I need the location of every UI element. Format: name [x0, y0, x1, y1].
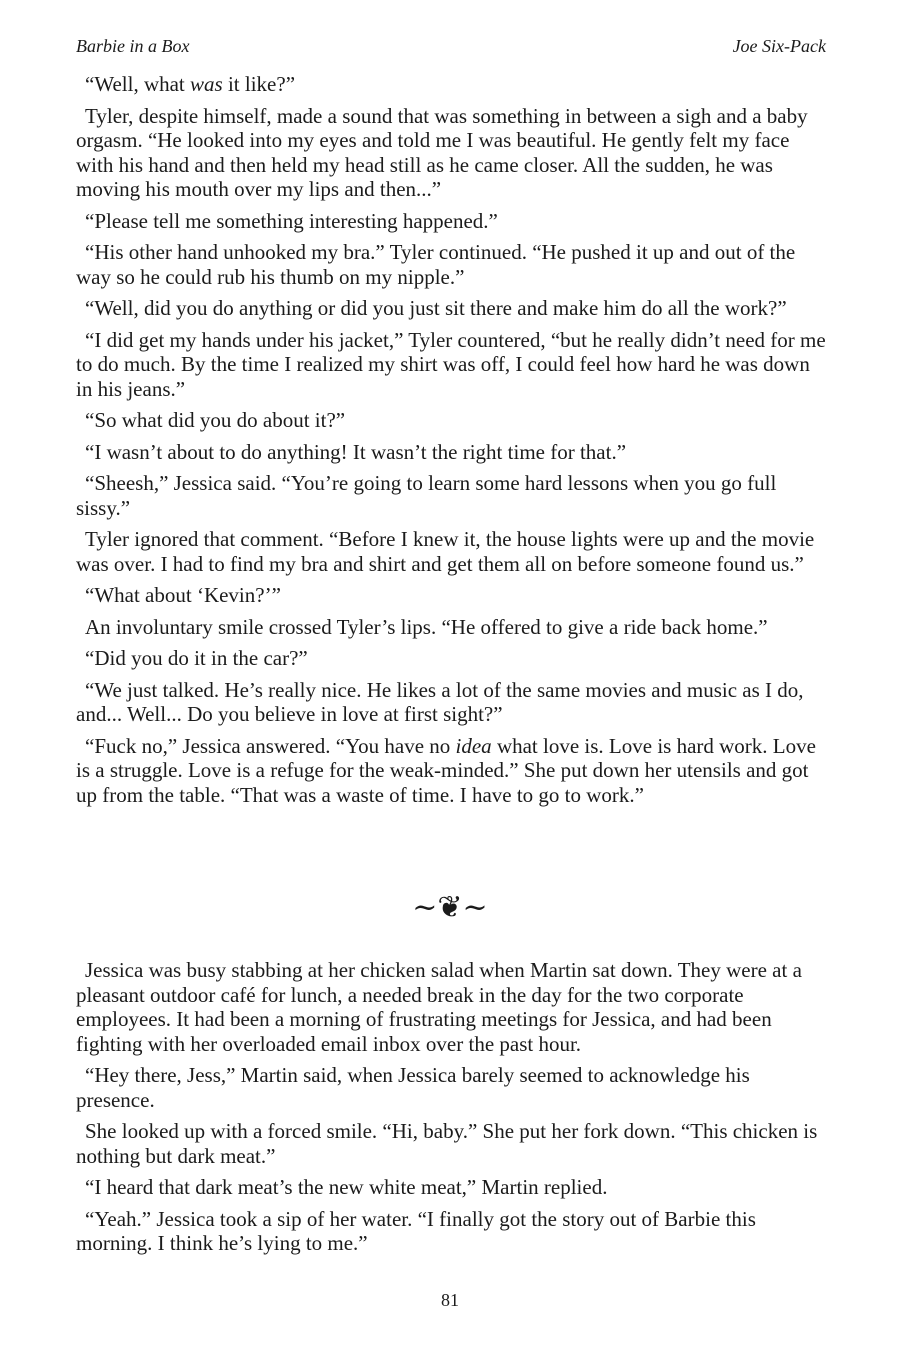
paragraph: Jessica was busy stabbing at her chicken salad when Martin sat down. They were at a pleasant outdoor café for lunch, a needed break in the day for the two corporate employees. It had been a morning of frustrating meetings for Jessica, and had been fighting with her overloaded email inbox over the past hour.: [76, 958, 802, 1056]
paragraph: “I did get my hands under his jacket,” Tyler countered, “but he really didn’t need for me to do much. By the time I realized my shirt was off, I could feel how hard he was down in his jeans.”: [76, 327, 826, 401]
paragraph: “I heard that dark meat’s the new white meat,” Martin replied.: [85, 1175, 608, 1199]
paragraph: “We just talked. He’s really nice. He likes a lot of the same movies and music as I do, and... Well... Do you believe in love at first sight?”: [76, 677, 804, 726]
paragraph: “Well, did you do anything or did you just sit there and make him do all the work?”: [85, 296, 787, 320]
paragraph: Tyler ignored that comment. “Before I knew it, the house lights were up and the movie was over. I had to find my bra and shirt and get them all on before someone found us.”: [76, 527, 815, 576]
paragraph: “I wasn’t about to do anything! It wasn’t the right time for that.”: [85, 439, 627, 464]
paragraph: “Sheesh,” Jessica said. “You’re going to learn some hard lessons when you go full sissy.”: [76, 471, 777, 520]
header-author: Joe Six-Pack: [732, 36, 826, 56]
section-two: [76, 958, 826, 1263]
section-break-ornament-icon: ~❦~: [412, 890, 488, 925]
paragraph: “Please tell me something interesting happened.”: [85, 208, 498, 233]
paragraph: Tyler, despite himself, made a sound that was something in between a sigh and a baby orgasm. “He looked into my eyes and told me I was beautiful. He gently felt my face with his hand and then held my head still as he came closer. All the sudden, he was moving his mouth over my lips and then...”: [76, 103, 808, 201]
paragraph: “Hey there, Jess,” Martin said, when Jessica barely seemed to acknowledge his presence.: [76, 1063, 750, 1112]
section-one: [76, 72, 826, 814]
paragraph: “Well, what was it like?”: [85, 72, 296, 96]
page-number: 81: [441, 1290, 459, 1310]
paragraph: She looked up with a forced smile. “Hi, baby.” She put her fork down. “This chicken is nothing but dark meat.”: [76, 1119, 818, 1168]
paragraph: “Fuck no,” Jessica answered. “You have no idea what love is. Love is hard work. Love is a struggle. Love is a refuge for the weak-minded.” She put down her utensils and got up from the table. “That was a waste of time. I have to go to work.”: [76, 733, 816, 807]
paragraph: “So what did you do about it?”: [85, 408, 346, 432]
paragraph: An involuntary smile crossed Tyler’s lips. “He offered to give a ride back home.”: [85, 614, 768, 639]
running-header: [76, 36, 826, 57]
paragraph: “His other hand unhooked my bra.” Tyler continued. “He pushed it up and out of the way so he could rub his thumb on my nipple.”: [76, 240, 796, 289]
paragraph: “Yeah.” Jessica took a sip of her water. “I finally got the story out of Barbie this morning. I think he’s lying to me.”: [76, 1206, 756, 1255]
paragraph: “What about ‘Kevin?’”: [85, 583, 281, 607]
header-book-title: Barbie in a Box: [76, 36, 190, 56]
paragraph: “Did you do it in the car?”: [85, 646, 308, 670]
